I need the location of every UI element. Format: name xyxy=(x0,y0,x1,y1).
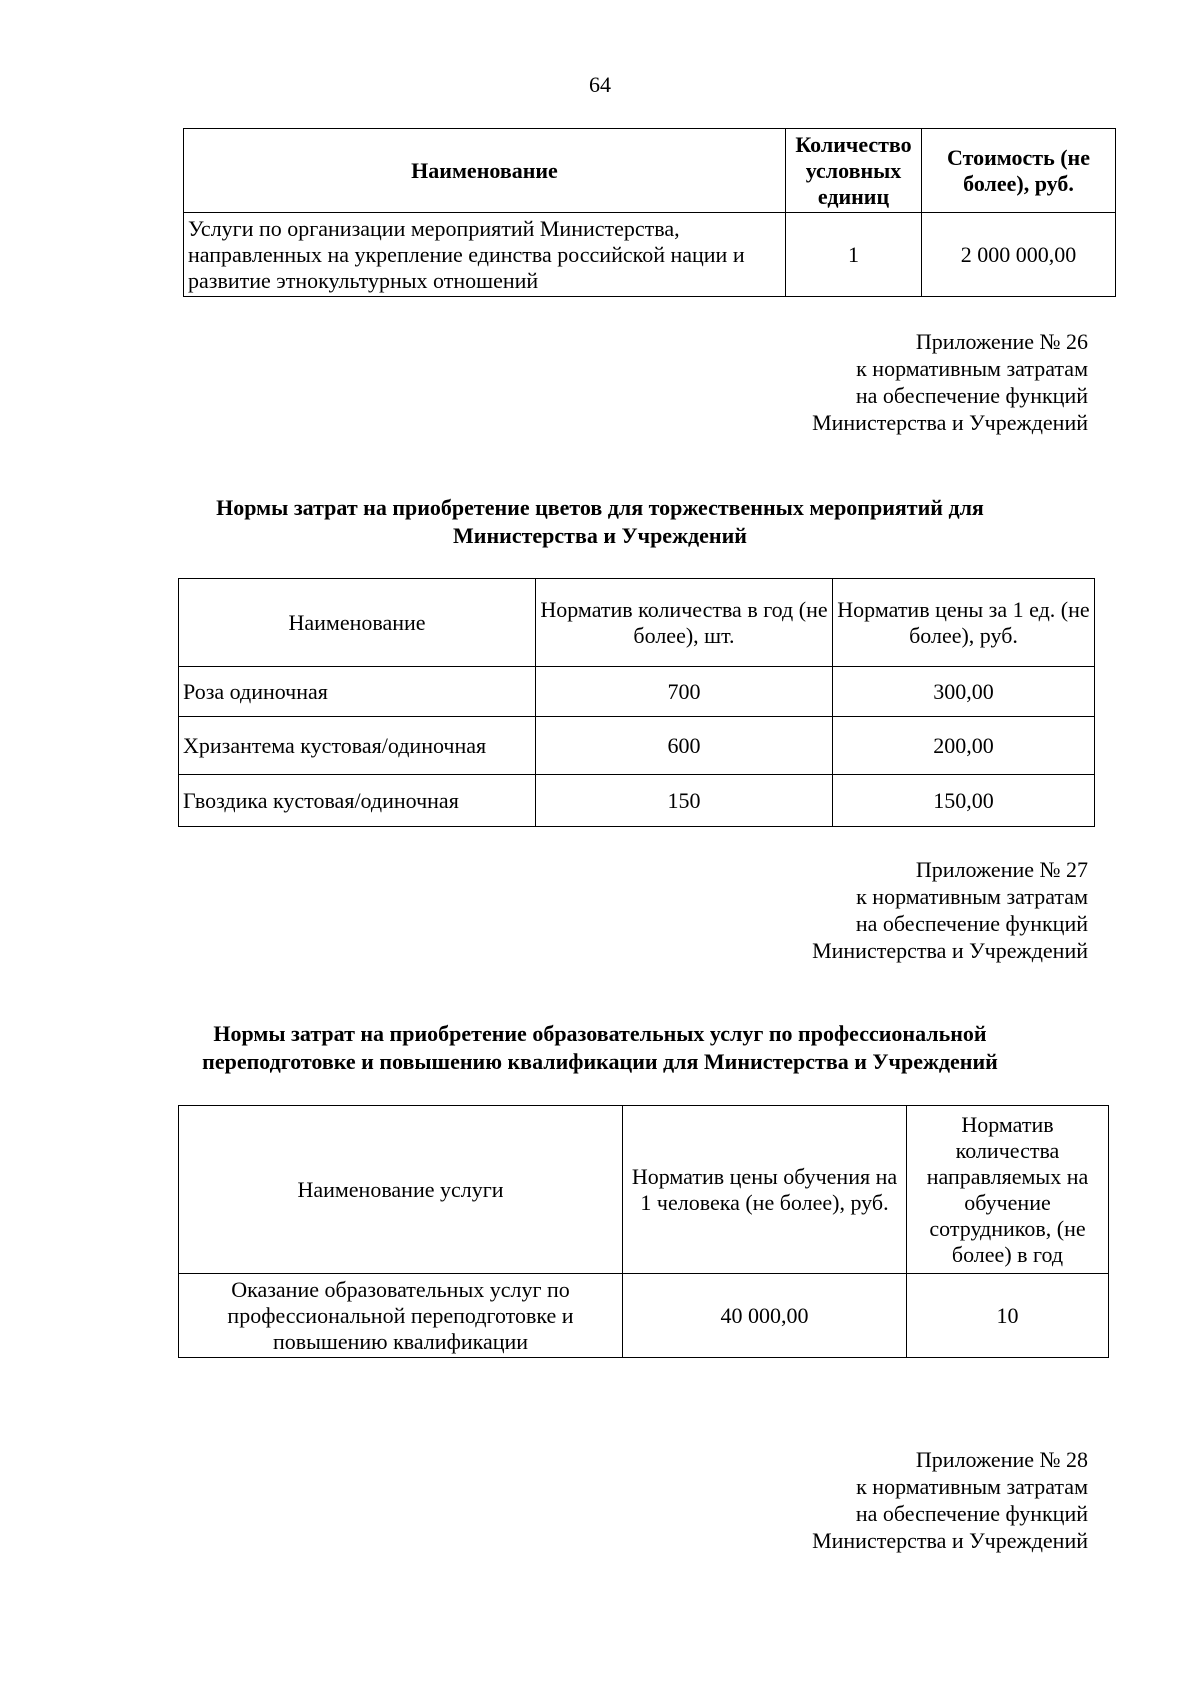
table-header-row xyxy=(184,129,1116,213)
header-service-name: Наименование услуги xyxy=(179,1106,623,1274)
flowers-table xyxy=(178,578,1095,827)
table-row xyxy=(179,717,1095,775)
appendix-27 xyxy=(812,856,1088,964)
header-name: Наименование xyxy=(179,579,536,667)
row-cost: 2 000 000,00 xyxy=(922,213,1116,297)
header-quantity: Количество условных единиц xyxy=(786,129,922,213)
row-name: Гвоздика кустовая/одиночная xyxy=(179,775,536,827)
row-price: 300,00 xyxy=(833,667,1095,717)
row-quantity: 150 xyxy=(536,775,833,827)
row-price: 200,00 xyxy=(833,717,1095,775)
appendix-line: на обеспечение функций xyxy=(855,911,1088,936)
row-name: Хризантема кустовая/одиночная xyxy=(179,717,536,775)
table-header-row xyxy=(179,1106,1109,1274)
appendix-line: к нормативным затратам xyxy=(856,884,1088,909)
education-table xyxy=(178,1105,1109,1358)
title-line: Министерства и Учреждений xyxy=(453,523,747,548)
row-quantity: 600 xyxy=(536,717,833,775)
appendix-line: Приложение № 26 xyxy=(915,329,1088,354)
table-header-row xyxy=(179,579,1095,667)
table-row xyxy=(179,775,1095,827)
table-row xyxy=(179,1274,1109,1358)
row-quantity: 1 xyxy=(786,213,922,297)
appendix-line: Министерства и Учреждений xyxy=(812,410,1088,435)
table-row xyxy=(184,213,1116,297)
section-title-flowers xyxy=(160,494,1040,550)
appendix-line: Министерства и Учреждений xyxy=(812,938,1088,963)
appendix-28 xyxy=(812,1446,1088,1554)
title-line: Нормы затрат на приобретение образовательных услуг по профессиональной xyxy=(213,1021,987,1046)
row-name: Услуги по организации мероприятий Министерства, направленных на укрепление единства российской нации и развитие этнокультурных отношений xyxy=(184,213,786,297)
appendix-line: Министерства и Учреждений xyxy=(812,1528,1088,1553)
row-name: Роза одиночная xyxy=(179,667,536,717)
appendix-line: на обеспечение функций xyxy=(855,1501,1088,1526)
header-price: Норматив цены обучения на 1 человека (не более), руб. xyxy=(623,1106,907,1274)
row-name: Оказание образовательных услуг по профессиональной переподготовке и повышению квалификации xyxy=(179,1274,623,1358)
row-price: 150,00 xyxy=(833,775,1095,827)
header-quantity: Норматив количества направляемых на обучение сотрудников, (не более) в год xyxy=(907,1106,1109,1274)
title-line: Нормы затрат на приобретение цветов для торжественных мероприятий для xyxy=(216,495,984,520)
title-line: переподготовке и повышению квалификации для Министерства и Учреждений xyxy=(202,1049,998,1074)
header-cost: Стоимость (не более), руб. xyxy=(922,129,1116,213)
header-name: Наименование xyxy=(184,129,786,213)
appendix-line: Приложение № 28 xyxy=(915,1447,1088,1472)
page-number: 64 xyxy=(589,72,611,97)
row-price: 40 000,00 xyxy=(623,1274,907,1358)
appendix-line: к нормативным затратам xyxy=(856,1474,1088,1499)
table-row xyxy=(179,667,1095,717)
row-quantity: 700 xyxy=(536,667,833,717)
header-price: Норматив цены за 1 ед. (не более), руб. xyxy=(833,579,1095,667)
appendix-line: Приложение № 27 xyxy=(915,857,1088,882)
appendix-line: на обеспечение функций xyxy=(855,383,1088,408)
row-quantity: 10 xyxy=(907,1274,1109,1358)
appendix-line: к нормативным затратам xyxy=(856,356,1088,381)
header-quantity: Норматив количества в год (не более), шт. xyxy=(536,579,833,667)
appendix-26 xyxy=(812,328,1088,436)
services-table xyxy=(183,128,1116,297)
section-title-education xyxy=(140,1020,1060,1076)
